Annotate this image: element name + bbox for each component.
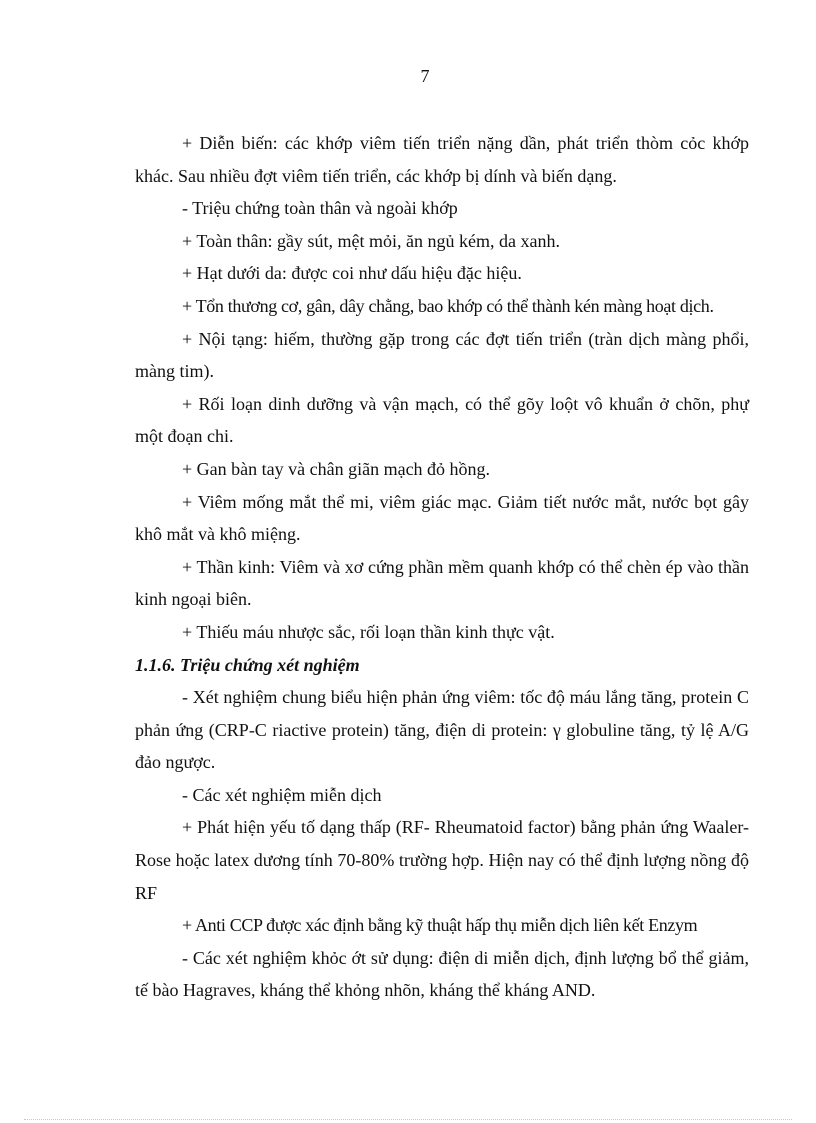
paragraph-eyes: + Viêm mống mắt thể mi, viêm giác mạc. Giảm tiết nước mắt, nước bọt gây khô mắt và khô miệng. [135,491,749,545]
bottom-divider [24,1119,792,1120]
paragraph-anti-ccp: + Anti CCP được xác định bằng kỹ thuật hấp thụ miễn dịch liên kết Enzym [182,915,698,936]
paragraph-general: + Toàn thân: gầy sút, mệt mỏi, ăn ngủ kém, da xanh. [182,230,560,251]
paragraph-systemic-symptoms: - Triệu chứng toàn thân và ngoài khớp [182,198,458,219]
paragraph-tissue-damage: + Tổn thương cơ, gân, dây chằng, bao khớp có thể thành kén màng hoạt dịch. [182,295,714,316]
paragraph-anemia: + Thiếu máu nhược sắc, rối loạn thần kinh thực vật. [182,621,555,642]
paragraph-organs: + Nội tạng: hiếm, thường gặp trong các đợt tiến triển (tràn dịch màng phổi, màng tim). [135,328,749,382]
paragraph-nerves: + Thần kinh: Viêm và xơ cứng phần mềm quanh khớp có thể chèn ép vào thần kinh ngoại biên. [135,556,749,610]
paragraph-nutrition-vascular: + Rối loạn dinh dưỡng và vận mạch, có thể gõy loột vô khuẩn ở chõn, phự một đoạn chi. [135,393,749,447]
paragraph-nodules: + Hạt dưới da: được coi như dấu hiệu đặc hiệu. [182,263,522,284]
paragraph-rf: + Phát hiện yếu tố dạng thấp (RF- Rheumatoid factor) bằng phản ứng Waaler-Rose hoặc latex dương tính 70-80% trường hợp. Hiện nay có thể định lượng nồng độ RF [135,817,749,903]
paragraph-palms: + Gan bàn tay và chân giãn mạch đỏ hồng. [182,458,491,479]
paragraph-immune-tests: - Các xét nghiệm miễn dịch [182,784,382,805]
section-heading: 1.1.6. Triệu chứng xét nghiệm [135,654,360,675]
paragraph-other-tests: - Các xét nghiệm khỏc ớt sử dụng: điện di miễn dịch, định lượng bổ thể giảm, tế bào Hagraves, kháng thể khỏng nhõn, kháng thể kháng AND. [135,947,749,1001]
paragraph-inflammation-tests: - Xét nghiệm chung biểu hiện phản ứng viêm: tốc độ máu lắng tăng, protein C phản ứng (CRP-C riactive protein) tăng, điện di protein: γ globuline tăng, tỷ lệ A/G đảo ngược. [135,687,749,773]
paragraph-progression: + Diễn biến: các khớp viêm tiến triển nặng dần, phát triển thòm cỏc khớp khác. Sau nhiều đợt viêm tiến triển, các khớp bị dính và biến dạng. [135,133,749,186]
page-number: 7 [420,66,430,86]
document-body [135,127,749,1007]
